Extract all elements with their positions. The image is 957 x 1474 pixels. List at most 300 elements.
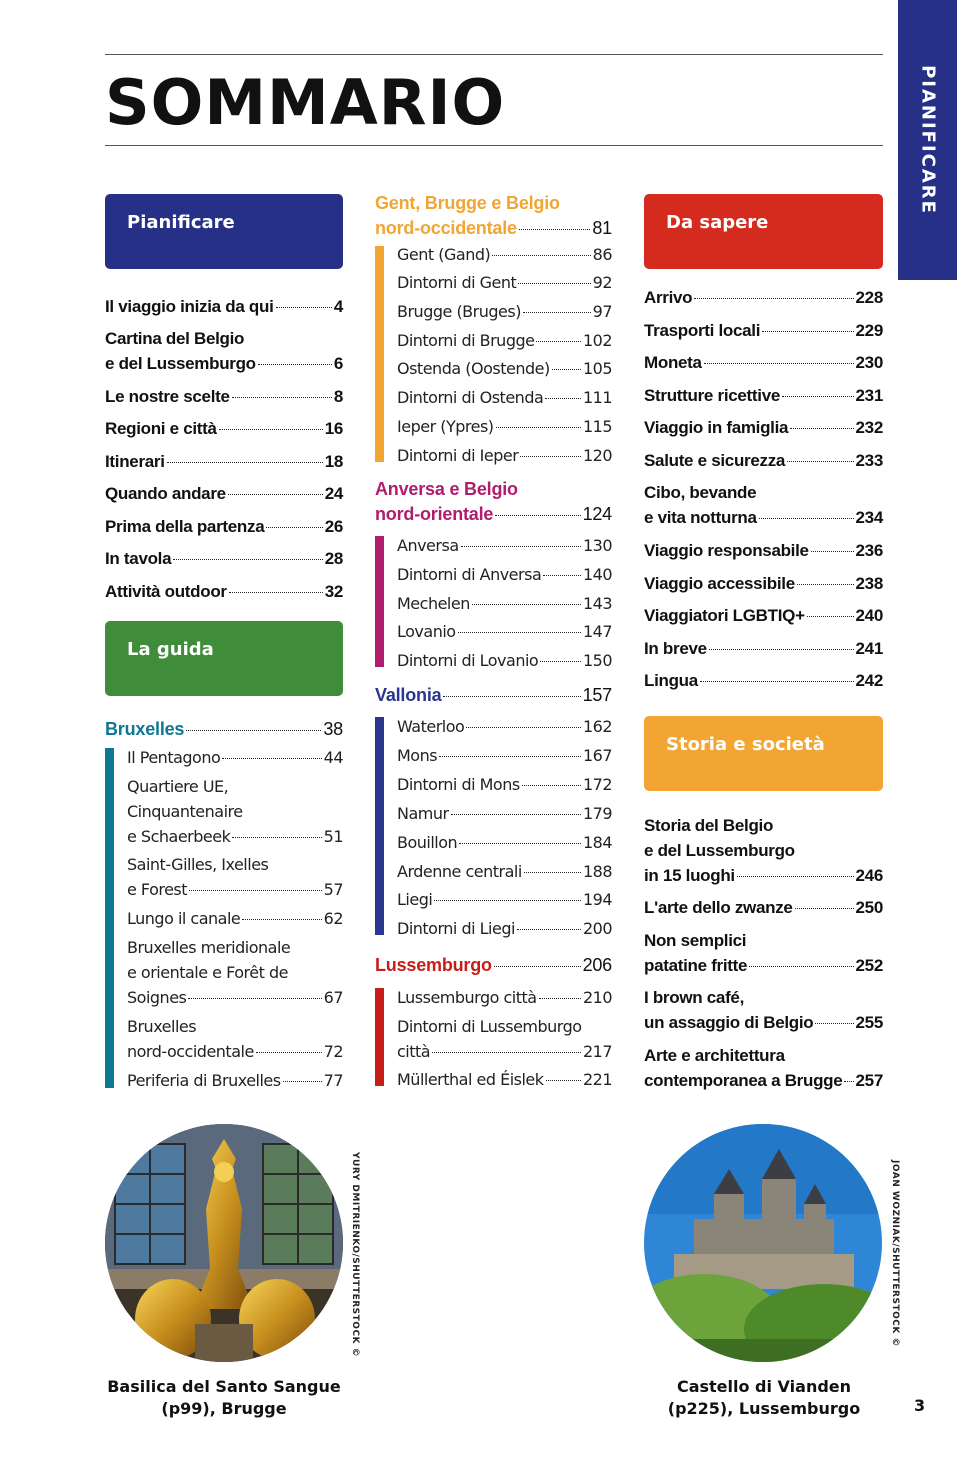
toc-entry[interactable] — [105, 416, 343, 441]
toc-entry-title: Brugge (Bruges) — [397, 302, 521, 321]
toc-entry-line: Quartiere UE, — [127, 777, 229, 796]
dotted-leader — [495, 515, 580, 516]
toc-page-number: 210 — [582, 988, 612, 1007]
toc-entry-last-line — [644, 668, 883, 693]
dotted-leader — [242, 919, 321, 920]
vallonia-color-bar — [375, 717, 384, 935]
dotted-leader — [709, 649, 854, 650]
toc-entry[interactable] — [644, 636, 883, 661]
dotted-leader — [704, 363, 854, 364]
toc-entry-last-line — [644, 383, 883, 408]
toc-entry[interactable] — [644, 1043, 883, 1093]
toc-entry-last-line — [644, 538, 883, 563]
toc-entry-title: Viaggiatori LGBTIQ+ — [644, 606, 805, 625]
toc-entry-last-line — [397, 830, 612, 855]
toc-entry-title: Dintorni di Liegi — [397, 919, 515, 938]
toc-entry[interactable] — [127, 852, 343, 902]
toc-entry-title: e vita notturna — [644, 508, 757, 527]
toc-entry-title: Dintorni di Ieper — [397, 446, 519, 465]
toc-page-number: 86 — [592, 245, 612, 264]
toc-entry-last-line — [644, 636, 883, 661]
toc-entry-title: Periferia di Bruxelles — [127, 1071, 281, 1090]
dotted-leader — [458, 632, 581, 633]
top-rule — [105, 54, 883, 55]
toc-page-number: 147 — [582, 622, 612, 641]
dotted-leader — [759, 518, 854, 519]
toc-page-number: 194 — [582, 890, 612, 909]
toc-entry-last-line — [397, 242, 612, 267]
toc-section-bruxelles[interactable]: Bruxelles 38 — [105, 719, 343, 739]
toc-entry[interactable] — [105, 449, 343, 474]
toc-page-number: 44 — [323, 748, 343, 767]
toc-page-number: 234 — [855, 508, 883, 527]
dotted-leader — [258, 364, 332, 365]
toc-entry-title: Ardenne centrali — [397, 862, 522, 881]
toc-entry-title: nord-occidentale — [375, 218, 517, 238]
toc-entry-title: patatine fritte — [644, 956, 748, 975]
toc-page-number: 124 — [582, 504, 612, 524]
toc-entry[interactable] — [644, 928, 883, 978]
toc-page-number: 105 — [582, 359, 612, 378]
dotted-leader — [466, 727, 581, 728]
toc-page-number: 120 — [582, 446, 612, 465]
toc-entry-last-line — [644, 895, 883, 920]
toc-entry-line: Dintorni di Lussemburgo — [397, 1017, 582, 1036]
lussemburgo-color-bar — [375, 988, 384, 1086]
photo-castello-vianden — [644, 1124, 882, 1362]
toc-entry-last-line — [397, 356, 612, 381]
toc-entry[interactable] — [397, 830, 612, 855]
dotted-leader — [492, 255, 590, 256]
toc-page-number: 81 — [592, 218, 612, 238]
toc-entry[interactable] — [644, 318, 883, 343]
toc-entry-title: Dintorni di Anversa — [397, 565, 542, 584]
toc-entry[interactable] — [397, 916, 612, 941]
toc-entry-last-line — [397, 385, 612, 410]
toc-entry-last-line — [644, 1068, 883, 1093]
toc-entry-last-line — [644, 863, 883, 888]
toc-entry-last-line — [397, 443, 612, 468]
toc-entry-last-line — [644, 285, 883, 310]
toc-entry-last-line — [127, 1068, 343, 1093]
toc-entry-title: Viaggio in famiglia — [644, 418, 789, 437]
toc-entry-last-line — [397, 328, 612, 353]
toc-entry-last-line — [644, 415, 883, 440]
dotted-leader — [228, 494, 323, 495]
toc-entry[interactable] — [105, 384, 343, 409]
toc-entry[interactable] — [397, 414, 612, 439]
toc-page-number: 242 — [855, 671, 883, 690]
toc-entry-line: Bruxelles — [127, 1017, 197, 1036]
toc-entry-last-line — [397, 648, 612, 673]
toc-entry-title: Attività outdoor — [105, 582, 227, 601]
dotted-leader — [694, 298, 853, 299]
toc-entry-title: L'arte dello zwanze — [644, 898, 793, 917]
dotted-leader — [522, 785, 581, 786]
toc-entry[interactable] — [105, 514, 343, 539]
toc-entry[interactable] — [397, 328, 612, 353]
toc-entry[interactable] — [127, 745, 343, 770]
toc-entry-title: città — [397, 1042, 431, 1061]
toc-entry-last-line — [397, 916, 612, 941]
dotted-leader — [496, 427, 581, 428]
toc-entry[interactable] — [644, 350, 883, 375]
toc-page-number: 32 — [324, 582, 343, 601]
dotted-leader — [439, 756, 581, 757]
toc-entry-title: Dintorni di Brugge — [397, 331, 535, 350]
toc-page-number: 51 — [323, 827, 343, 846]
basilica-illustration — [105, 1124, 343, 1362]
toc-entry-title: Ostenda (Oostende) — [397, 359, 550, 378]
toc-entry-title: Il viaggio inizia da qui — [105, 297, 274, 316]
toc-entry-title: Le nostre scelte — [105, 387, 230, 406]
toc-entry-last-line — [397, 299, 612, 324]
toc-entry-line: I brown café, — [644, 988, 745, 1007]
toc-entry-last-line — [644, 318, 883, 343]
toc-page-number: 184 — [582, 833, 612, 852]
toc-page-number: 217 — [582, 1042, 612, 1061]
toc-entry-last-line — [105, 449, 343, 474]
toc-entry[interactable] — [375, 477, 612, 527]
photo-credit-left: YURY DMITRIENKO/SHUTTERSTOCK © — [350, 1152, 360, 1358]
toc-entry-last-line — [397, 591, 612, 616]
toc-entry-title: Waterloo — [397, 717, 465, 736]
toc-entry[interactable] — [644, 415, 883, 440]
dotted-leader — [219, 429, 323, 430]
dotted-leader — [520, 456, 581, 457]
toc-entry-last-line — [397, 270, 612, 295]
dotted-leader — [790, 428, 853, 429]
toc-entry-line: Cinquantenaire — [127, 802, 243, 821]
toc-entry-last-line — [127, 745, 343, 770]
toc-entry[interactable] — [397, 385, 612, 410]
toc-entry-line: Arte e architettura — [644, 1046, 785, 1065]
toc-entry-title: Lovanio — [397, 622, 456, 641]
dotted-leader — [762, 331, 853, 332]
caption-vianden: Castello di Vianden (p225), Lussemburgo — [667, 1377, 861, 1418]
dotted-leader — [546, 1080, 581, 1081]
anversa-color-bar — [375, 536, 384, 667]
castle-illustration — [644, 1124, 882, 1362]
toc-entry-title: Mons — [397, 746, 438, 765]
toc-page-number: 231 — [855, 386, 883, 405]
toc-entry-last-line — [105, 384, 343, 409]
toc-entry[interactable] — [375, 683, 612, 708]
dotted-leader — [189, 890, 322, 891]
toc-entry-last-line — [397, 714, 612, 739]
toc-page-number: 167 — [582, 746, 612, 765]
toc-entry[interactable] — [397, 356, 612, 381]
toc-entry-last-line — [127, 1039, 343, 1064]
toc-entry[interactable] — [644, 668, 883, 693]
dotted-leader — [523, 312, 591, 313]
toc-entry-last-line — [127, 985, 343, 1010]
toc-page-number: 206 — [582, 955, 612, 975]
dotted-leader — [519, 229, 591, 230]
toc-entry[interactable] — [397, 591, 612, 616]
page-number: 3 — [914, 1396, 926, 1415]
toc-entry-last-line — [105, 351, 343, 376]
dotted-leader — [782, 396, 854, 397]
toc-entry[interactable] — [127, 1068, 343, 1093]
dotted-leader — [459, 843, 581, 844]
toc-page-number: 97 — [592, 302, 612, 321]
toc-page-number: 236 — [855, 541, 883, 560]
toc-entry-line: Bruxelles meridionale — [127, 938, 291, 957]
toc-entry-last-line — [397, 801, 612, 826]
toc-page-number: 57 — [323, 880, 343, 899]
dotted-leader — [700, 681, 854, 682]
toc-entry-title: Dintorni di Mons — [397, 775, 520, 794]
toc-entry-line: Anversa e Belgio — [375, 479, 518, 499]
toc-entry[interactable] — [105, 481, 343, 506]
toc-entry[interactable] — [375, 953, 612, 978]
toc-entry[interactable] — [644, 603, 883, 628]
toc-page-number: 221 — [582, 1070, 612, 1089]
dotted-leader — [283, 1081, 322, 1082]
toc-entry-title: Namur — [397, 804, 449, 823]
toc-entry[interactable] — [644, 813, 883, 888]
toc-page-number: 157 — [582, 685, 612, 705]
section-box-da-sapere: Da sapere — [644, 194, 883, 269]
dotted-leader — [807, 616, 854, 617]
toc-entry-line: Cartina del Belgio — [105, 329, 245, 348]
toc-entry-title: Vallonia — [375, 685, 442, 705]
toc-entry-title: Moneta — [644, 353, 702, 372]
toc-entry-last-line — [105, 514, 343, 539]
dotted-leader — [545, 398, 581, 399]
toc-entry-title: e Schaerbeek — [127, 827, 231, 846]
toc-entry-title: Dintorni di Lovanio — [397, 651, 539, 670]
dotted-leader — [434, 900, 581, 901]
dotted-leader — [518, 283, 590, 284]
toc-entry[interactable] — [397, 443, 612, 468]
toc-entry[interactable] — [105, 294, 343, 319]
toc-entry-line: e del Lussemburgo — [644, 841, 795, 860]
toc-entry-last-line — [397, 859, 612, 884]
toc-entry[interactable] — [127, 935, 343, 1010]
toc-entry[interactable] — [644, 538, 883, 563]
toc-entry-title: Viaggio accessibile — [644, 574, 795, 593]
toc-entry[interactable] — [127, 906, 343, 931]
toc-entry-title: Soignes — [127, 988, 187, 1007]
dotted-leader — [543, 575, 581, 576]
toc-entry[interactable] — [397, 562, 612, 587]
toc-page-number: 200 — [582, 919, 612, 938]
toc-entry[interactable] — [105, 579, 343, 604]
toc-entry-line: Gent, Brugge e Belgio — [375, 193, 560, 213]
toc-entry-last-line — [397, 1039, 612, 1064]
toc-entry[interactable] — [397, 533, 612, 558]
toc-page-number: 255 — [855, 1013, 883, 1032]
toc-entry[interactable] — [644, 985, 883, 1035]
toc-entry-title: Bouillon — [397, 833, 458, 852]
dotted-leader — [787, 461, 853, 462]
toc-entry-title: Regioni e città — [105, 419, 217, 438]
toc-entry-last-line — [397, 619, 612, 644]
dotted-leader — [815, 1023, 853, 1024]
section-box-storia: Storia e società — [644, 716, 883, 791]
caption-basilica: Basilica del Santo Sangue (p99), Brugge — [107, 1377, 341, 1418]
toc-entry-title: Anversa — [397, 536, 459, 555]
toc-entry-last-line — [105, 546, 343, 571]
toc-entry[interactable] — [644, 383, 883, 408]
toc-entry-title: e Forest — [127, 880, 188, 899]
photo-credit-right: JOAN WOZNIAK/SHUTTERSTOCK © — [890, 1160, 900, 1347]
title-rule — [105, 145, 883, 146]
toc-entry-title: e del Lussemburgo — [105, 354, 256, 373]
dotted-leader — [539, 998, 581, 999]
section-box-la-guida: La guida — [105, 621, 343, 696]
gent-color-bar — [375, 246, 384, 462]
dotted-leader — [494, 966, 581, 967]
dotted-leader — [472, 604, 581, 605]
toc-entry-title: Ieper (Ypres) — [397, 417, 494, 436]
toc-page-number: 111 — [582, 388, 612, 407]
dotted-leader — [232, 397, 332, 398]
toc-page-number: 179 — [582, 804, 612, 823]
toc-entry-title: Dintorni di Ostenda — [397, 388, 544, 407]
toc-entry-title: Quando andare — [105, 484, 226, 503]
dotted-leader — [266, 527, 322, 528]
toc-entry-title: In breve — [644, 639, 707, 658]
toc-entry[interactable] — [644, 571, 883, 596]
toc-entry-last-line — [644, 448, 883, 473]
toc-page-number: 250 — [855, 898, 883, 917]
toc-entry[interactable] — [397, 299, 612, 324]
toc-page-number: 102 — [582, 331, 612, 350]
toc-page-number: 143 — [582, 594, 612, 613]
toc-entry[interactable] — [127, 774, 343, 849]
dotted-leader — [811, 551, 854, 552]
toc-entry[interactable] — [644, 285, 883, 310]
dotted-leader — [173, 559, 322, 560]
toc-entry-last-line — [397, 985, 612, 1010]
toc-page-number: 241 — [855, 639, 883, 658]
dotted-leader — [737, 876, 854, 877]
dotted-leader — [797, 584, 854, 585]
toc-entry-last-line — [397, 887, 612, 912]
toc-entry-last-line — [105, 416, 343, 441]
toc-entry-title: un assaggio di Belgio — [644, 1013, 814, 1032]
toc-page-number: 24 — [324, 484, 343, 503]
toc-entry-last-line — [397, 772, 612, 797]
section-box-pianificare: Pianificare — [105, 194, 343, 269]
toc-page-number: 240 — [855, 606, 883, 625]
toc-entry-last-line — [644, 1010, 883, 1035]
toc-entry-title: Müllerthal ed Éislek — [397, 1070, 544, 1089]
toc-page-number: 67 — [323, 988, 343, 1007]
toc-page-number: 230 — [855, 353, 883, 372]
toc-page-number: 4 — [333, 297, 343, 316]
toc-entry-last-line — [644, 571, 883, 596]
toc-entry[interactable] — [127, 1014, 343, 1064]
toc-entry-last-line — [105, 294, 343, 319]
toc-entry-title: Trasporti locali — [644, 321, 761, 340]
toc-entry[interactable] — [397, 772, 612, 797]
page-title: SOMMARIO — [105, 66, 506, 139]
toc-page-number: 26 — [324, 517, 343, 536]
toc-entry-title: Arrivo — [644, 288, 693, 307]
toc-page-number: 130 — [582, 536, 612, 555]
toc-entry[interactable] — [397, 985, 612, 1010]
toc-page-number: 115 — [582, 417, 612, 436]
toc-entry[interactable] — [644, 895, 883, 920]
toc-entry[interactable] — [375, 191, 612, 241]
toc-entry-last-line — [644, 603, 883, 628]
toc-page-number: 232 — [855, 418, 883, 437]
toc-entry-title: Dintorni di Gent — [397, 273, 517, 292]
toc-page-number: 8 — [333, 387, 343, 406]
dotted-leader — [461, 546, 581, 547]
toc-page-number: 238 — [855, 574, 883, 593]
toc-page-number: 246 — [855, 866, 883, 885]
toc-entry-title: Viaggio responsabile — [644, 541, 809, 560]
toc-entry[interactable] — [397, 242, 612, 267]
toc-entry-title: Lingua — [644, 671, 698, 690]
toc-entry-title: Prima della partenza — [105, 517, 265, 536]
toc-entry-title: nord-orientale — [375, 504, 494, 524]
toc-entry[interactable] — [397, 1067, 612, 1092]
dotted-leader — [256, 1052, 322, 1053]
toc-entry[interactable] — [105, 546, 343, 571]
toc-entry-last-line — [397, 1067, 612, 1092]
toc-page-number: 28 — [324, 549, 343, 568]
toc-entry[interactable] — [105, 326, 343, 376]
toc-page-number: 252 — [855, 956, 883, 975]
dotted-leader — [844, 1081, 853, 1082]
toc-entry-title: in 15 luoghi — [644, 866, 735, 885]
dotted-leader — [795, 908, 854, 909]
dotted-leader — [222, 758, 321, 759]
toc-entry-title: nord-occidentale — [127, 1042, 254, 1061]
toc-entry[interactable] — [397, 1014, 612, 1064]
toc-entry-last-line — [644, 350, 883, 375]
toc-page-number: 6 — [333, 354, 343, 373]
toc-entry[interactable] — [397, 714, 612, 739]
toc-page-number: 62 — [323, 909, 343, 928]
toc-entry[interactable] — [397, 859, 612, 884]
toc-entry[interactable] — [644, 480, 883, 530]
toc-entry-last-line — [375, 683, 612, 708]
toc-entry[interactable] — [397, 743, 612, 768]
photo-basilica — [105, 1124, 343, 1362]
toc-entry-last-line — [375, 216, 612, 241]
toc-entry-line: e orientale e Forêt de — [127, 963, 288, 982]
dotted-leader — [432, 1052, 581, 1053]
toc-page-number: 162 — [582, 717, 612, 736]
toc-entry-last-line — [105, 579, 343, 604]
toc-page-number: 172 — [582, 775, 612, 794]
toc-page-number: 92 — [592, 273, 612, 292]
toc-entry[interactable] — [397, 801, 612, 826]
toc-entry[interactable] — [397, 887, 612, 912]
toc-entry-last-line — [397, 533, 612, 558]
dotted-leader — [232, 837, 321, 838]
toc-entry[interactable] — [397, 619, 612, 644]
toc-entry-line: Non semplici — [644, 931, 747, 950]
toc-entry-title: contemporanea a Brugge — [644, 1071, 843, 1090]
dotted-leader — [167, 462, 323, 463]
toc-page-number: 72 — [323, 1042, 343, 1061]
toc-entry[interactable] — [397, 270, 612, 295]
toc-entry[interactable] — [644, 448, 883, 473]
toc-entry-last-line — [375, 502, 612, 527]
toc-entry[interactable] — [397, 648, 612, 673]
toc-entry-last-line — [127, 906, 343, 931]
toc-entry-last-line — [644, 953, 883, 978]
toc-entry-title: Gent (Gand) — [397, 245, 491, 264]
